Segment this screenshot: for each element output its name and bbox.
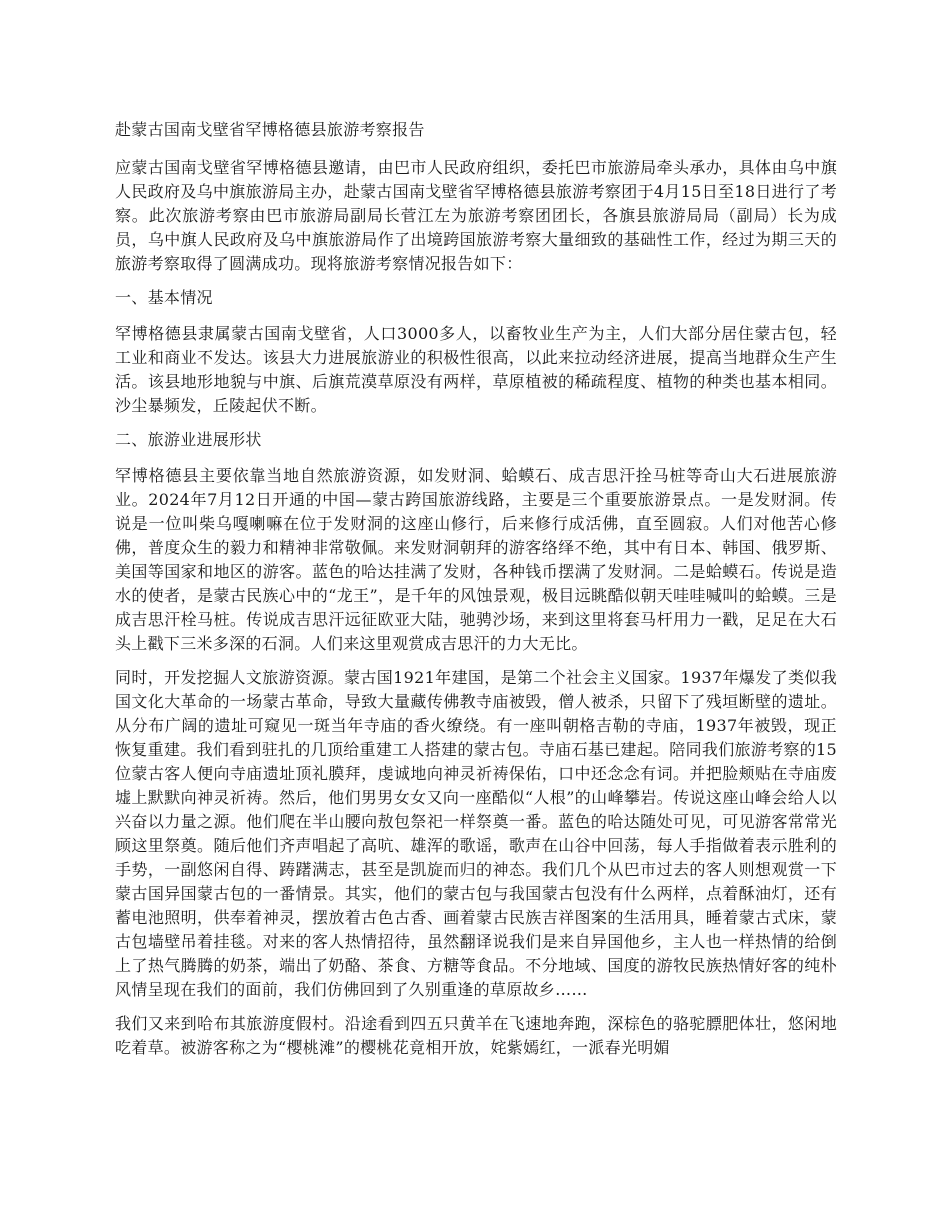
section-paragraph-resort-village: 我们又来到哈布其旅游度假村。沿途看到四五只黄羊在飞速地奔跑，深棕色的骆驼膘肥体壮，悠闲地吃着草。被游客称之为“樱桃滩”的樱桃花竟相开放，姹紫嫣红，一派春光明媚 bbox=[115, 1014, 837, 1057]
section-paragraph-cultural-resources: 同时，开发挖掘人文旅游资源。蒙古国1921年建国，是第二个社会主义国家。1937年爆发了类似我国文化大革命的一场蒙古革命，导致大量藏传佛教寺庙被毁，僧人被杀，只留下了残垣断壁的遗址。从分布广阔的遗址可窥见一斑当年寺庙的香火缭绕。有一座叫朝格吉勒的寺庙，1937年被毁，现正恢复重建。我们看到驻扎的几顶给重建工人搭建的蒙古包。寺庙石基已建起。陪同我们旅游考察的15位蒙古客人便向寺庙遗址顶礼膜拜，虔诚地向神灵祈祷保佑，口中还念念有词。并把脸颊贴在寺庙废墟上默默向神灵祈祷。然后，他们男男女女又向一座酷似“人根”的山峰攀岩。传说这座山峰会给人以兴奋以力量之源。他们爬在半山腰向敖包祭祀一样祭奠一番。蓝色的哈达随处可见，可见游客常常光顾这里祭奠。随后他们齐声唱起了高吭、雄浑的歌谣，歌声在山谷中回荡，每人手指做着表示胜利的手势，一副悠闲自得、踌躇满志，甚至是凯旋而归的神态。我们几个从巴市过去的客人则想观赏一下蒙古国异国蒙古包的一番情景。其实，他们的蒙古包与我国蒙古包没有什么两样，点着酥油灯，还有蓄电池照明，供奉着神灵，摆放着古色古香、画着蒙古民族吉祥图案的生活用具，睡着蒙古式床，蒙古包墙壁吊着挂毯。对来的客人热情招待，虽然翻译说我们是来自异国他乡，主人也一样热情的给倒上了热气腾腾的奶茶，端出了奶酪、茶食、方糖等食品。不分地域、国度的游牧民族热情好客的纯朴风情呈现在我们的面前，我们仿佛回到了久别重逢的草原故乡…… bbox=[115, 668, 837, 999]
intro-paragraph: 应蒙古国南戈壁省罕博格德县邀请，由巴市人民政府组织，委托巴市旅游局牵头承办，具体由乌中旗人民政府及乌中旗旅游局主办，赴蒙古国南戈壁省罕博格德县旅游考察团于4月15日至18日进行了考察。此次旅游考察由巴市旅游局副局长菅江左为旅游考察团团长，各旗县旅游局局（副局）长为成员，乌中旗人民政府及乌中旗旅游局作了出境跨国旅游考察大量细致的基础性工作，经过为期三天的旅游考察取得了圆满成功。现将旅游考察情况报告如下： bbox=[115, 158, 837, 273]
document-page bbox=[115, 118, 837, 1070]
section-heading-basic-situation: 一、基本情况 bbox=[115, 288, 213, 307]
section-heading-tourism-development: 二、旅游业进展形状 bbox=[115, 430, 262, 449]
section-paragraph-basic-situation: 罕博格德县隶属蒙古国南戈壁省，人口3000多人，以畜牧业生产为主，人们大部分居住蒙古包，轻工业和商业不发达。该县大力进展旅游业的积极性很高，以此来拉动经济进展，提高当地群众生产生活。该县地形地貌与中旗、后旗荒漠草原没有两样，草原植被的稀疏程度、植物的种类也基本相同。沙尘暴频发，丘陵起伏不断。 bbox=[115, 324, 837, 415]
section-paragraph-natural-resources: 罕博格德县主要依靠当地自然旅游资源，如发财洞、蛤蟆石、成吉思汗拴马桩等奇山大石进展旅游业。2024年7月12日开通的中国—蒙古跨国旅游线路，主要是三个重要旅游景点。一是发财洞。传说是一位叫柴乌嘎喇嘛在位于发财洞的这座山修行，后来修行成活佛，直至圆寂。人们对他苦心修佛，普度众生的毅力和精神非常敬佩。来发财洞朝拜的游客络绎不绝，其中有日本、韩国、俄罗斯、美国等国家和地区的游客。蓝色的哈达挂满了发财，各种钱币摆满了发财洞。二是蛤蟆石。传说是造水的使者，是蒙古民族心中的“龙王”，是千年的风蚀景观，极目远眺酷似朝天哇哇喊叫的蛤蟆。三是成吉思汗栓马桩。传说成吉思汗远征欧亚大陆，驰骋沙场，来到这里将套马杆用力一戳，足足在大石头上戳下三米多深的石洞。人们来这里观赏成吉思汗的力大无比。 bbox=[115, 466, 837, 653]
document-title: 赴蒙古国南戈壁省罕博格德县旅游考察报告 bbox=[115, 120, 425, 139]
